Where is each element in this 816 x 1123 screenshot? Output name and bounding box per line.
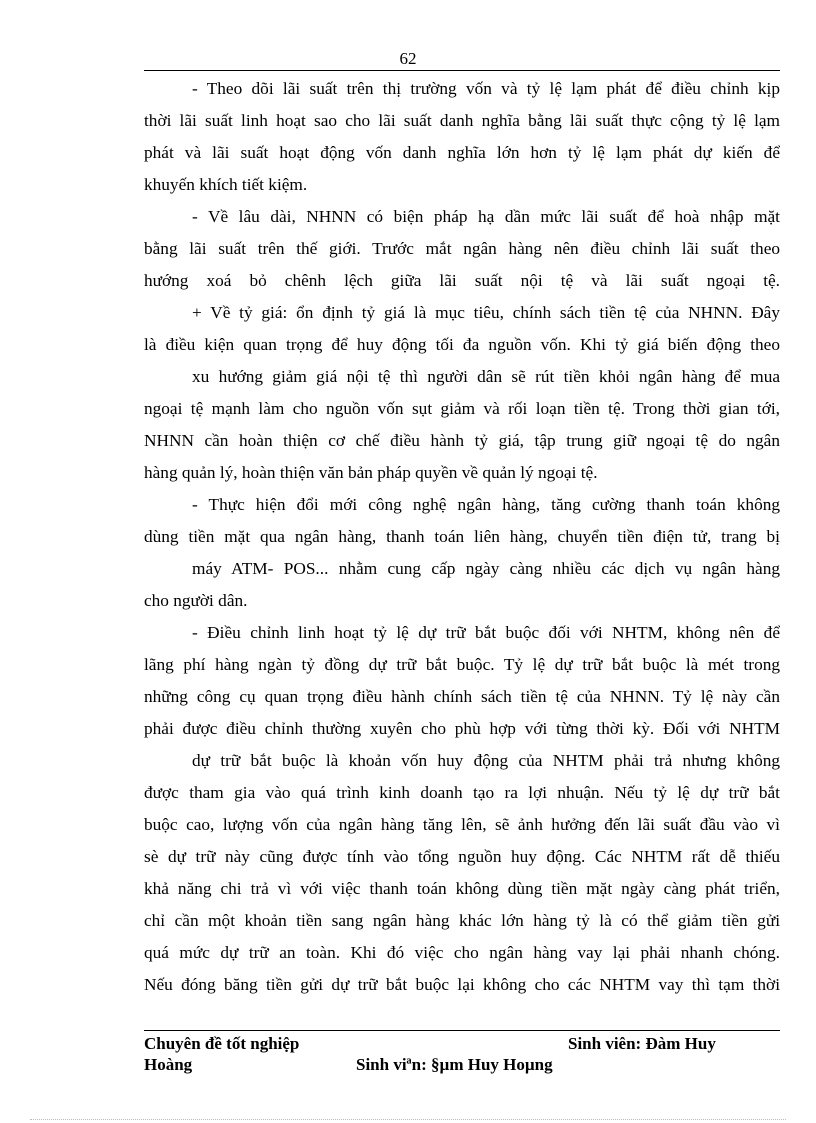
document-body	[144, 73, 780, 1001]
text-line: máy ATM- POS... nhằm cung cấp ngày càng nhiều các dịch vụ ngân hàng	[192, 559, 780, 578]
footer-divider	[144, 1030, 780, 1031]
footer-student: Sinh viên: Đàm Huy	[568, 1034, 716, 1053]
footer-name: Hoàng	[144, 1055, 193, 1074]
text-line: là điều kiện quan trọng để huy động tối đa nguồn vốn. Khi tỷ giá biến động theo	[144, 335, 780, 354]
text-line: ngoại tệ mạnh làm cho nguồn vốn sụt giảm và rối loạn tiền tệ. Trong thời gian tới,	[144, 399, 780, 418]
header-divider	[144, 70, 780, 71]
text-line: hướng xoá bỏ chênh lệch giữa lãi suất nội tệ và lãi suất ngoại tệ.	[144, 271, 780, 290]
text-line: quá mức dự trữ an toàn. Khi đó việc cho ngân hàng vay lại phải nhanh chóng.	[144, 943, 780, 962]
text-line: sè dự trữ này cũng được tính vào tổng nguồn huy động. Các NHTM rất dễ thiếu	[144, 847, 780, 866]
text-line: lãng phí hàng ngàn tỷ đồng dự trữ bắt buộc. Tỷ lệ dự trữ bắt buộc là mét trong	[144, 655, 780, 674]
text-line: hàng quản lý, hoàn thiện văn bản pháp quyền về quản lý ngoại tệ.	[144, 463, 598, 482]
text-line: dùng tiền mặt qua ngân hàng, thanh toán liên hàng, chuyển tiền điện tử, trang bị	[144, 527, 780, 546]
text-line: chỉ cần một khoản tiền sang ngân hàng khác lớn hàng tỷ là có thể giảm tiền gửi	[144, 911, 780, 930]
text-line: khả năng chi trả vì với việc thanh toán không dùng tiền mặt ngày càng phát triển,	[144, 879, 780, 898]
text-line: buộc cao, lượng vốn của ngân hàng tăng lên, sẽ ảnh hưởng đến lãi suất đầu vào vì	[144, 815, 780, 834]
text-line: phát và lãi suất hoạt động vốn danh nghĩa lớn hơn tỷ lệ lạm phát dự kiến để	[144, 143, 780, 162]
text-line: - Điều chỉnh linh hoạt tỷ lệ dự trữ bắt buộc đối với NHTM, không nên để	[192, 623, 780, 642]
text-line: cho người dân.	[144, 591, 248, 610]
text-line: dự trữ bắt buộc là khoản vốn huy động của NHTM phải trả nhưng không	[192, 751, 780, 770]
text-line: - Về lâu dài, NHNN có biện pháp hạ dần mức lãi suất để hoà nhập mặt	[192, 207, 780, 226]
page-number: 62	[399, 49, 417, 68]
text-line: phải được điều chỉnh thường xuyên cho phù hợp với từng thời kỳ. Đối với NHTM	[144, 719, 780, 738]
text-line: khuyến khích tiết kiệm.	[144, 175, 308, 194]
footer-title: Chuyên đề tốt nghiệp	[144, 1034, 300, 1053]
text-line: những công cụ quan trọng điều hành chính sách tiền tệ của NHNN. Tỷ lệ này cần	[144, 687, 780, 706]
text-line: Nếu đóng băng tiền gửi dự trữ bắt buộc lại không cho các NHTM vay thì tạm thời	[144, 975, 780, 994]
page-edge-dots	[30, 1119, 786, 1120]
text-line: NHNN cần hoàn thiện cơ chế điều hành tỷ giá, tập trung giữ ngoại tệ do ngân	[144, 431, 780, 450]
text-line: bằng lãi suất trên thế giới. Trước mắt ngân hàng nên điều chỉnh lãi suất theo	[144, 239, 780, 258]
text-line: - Thực hiện đổi mới công nghệ ngân hàng, tăng cường thanh toán không	[192, 495, 780, 514]
text-line: được tham gia vào quá trình kinh doanh tạo ra lợi nhuận. Nếu tỷ lệ dự trữ bắt	[144, 783, 780, 802]
text-line: - Theo dõi lãi suất trên thị trường vốn và tỷ lệ lạm phát để điều chỉnh kịp	[192, 79, 780, 98]
text-line: xu hướng giảm giá nội tệ thì người dân sẽ rút tiền khỏi ngân hàng để mua	[192, 367, 780, 386]
text-line: thời lãi suất linh hoạt sao cho lãi suất danh nghĩa bằng lãi suất thực cộng tỷ lệ lạm	[144, 111, 780, 130]
text-line: + Về tỷ giá: ổn định tỷ giá là mục tiêu, chính sách tiền tệ của NHNN. Đây	[192, 303, 780, 322]
footer-student-garbled: Sinh viªn: §µm Huy Hoµng	[356, 1055, 553, 1074]
